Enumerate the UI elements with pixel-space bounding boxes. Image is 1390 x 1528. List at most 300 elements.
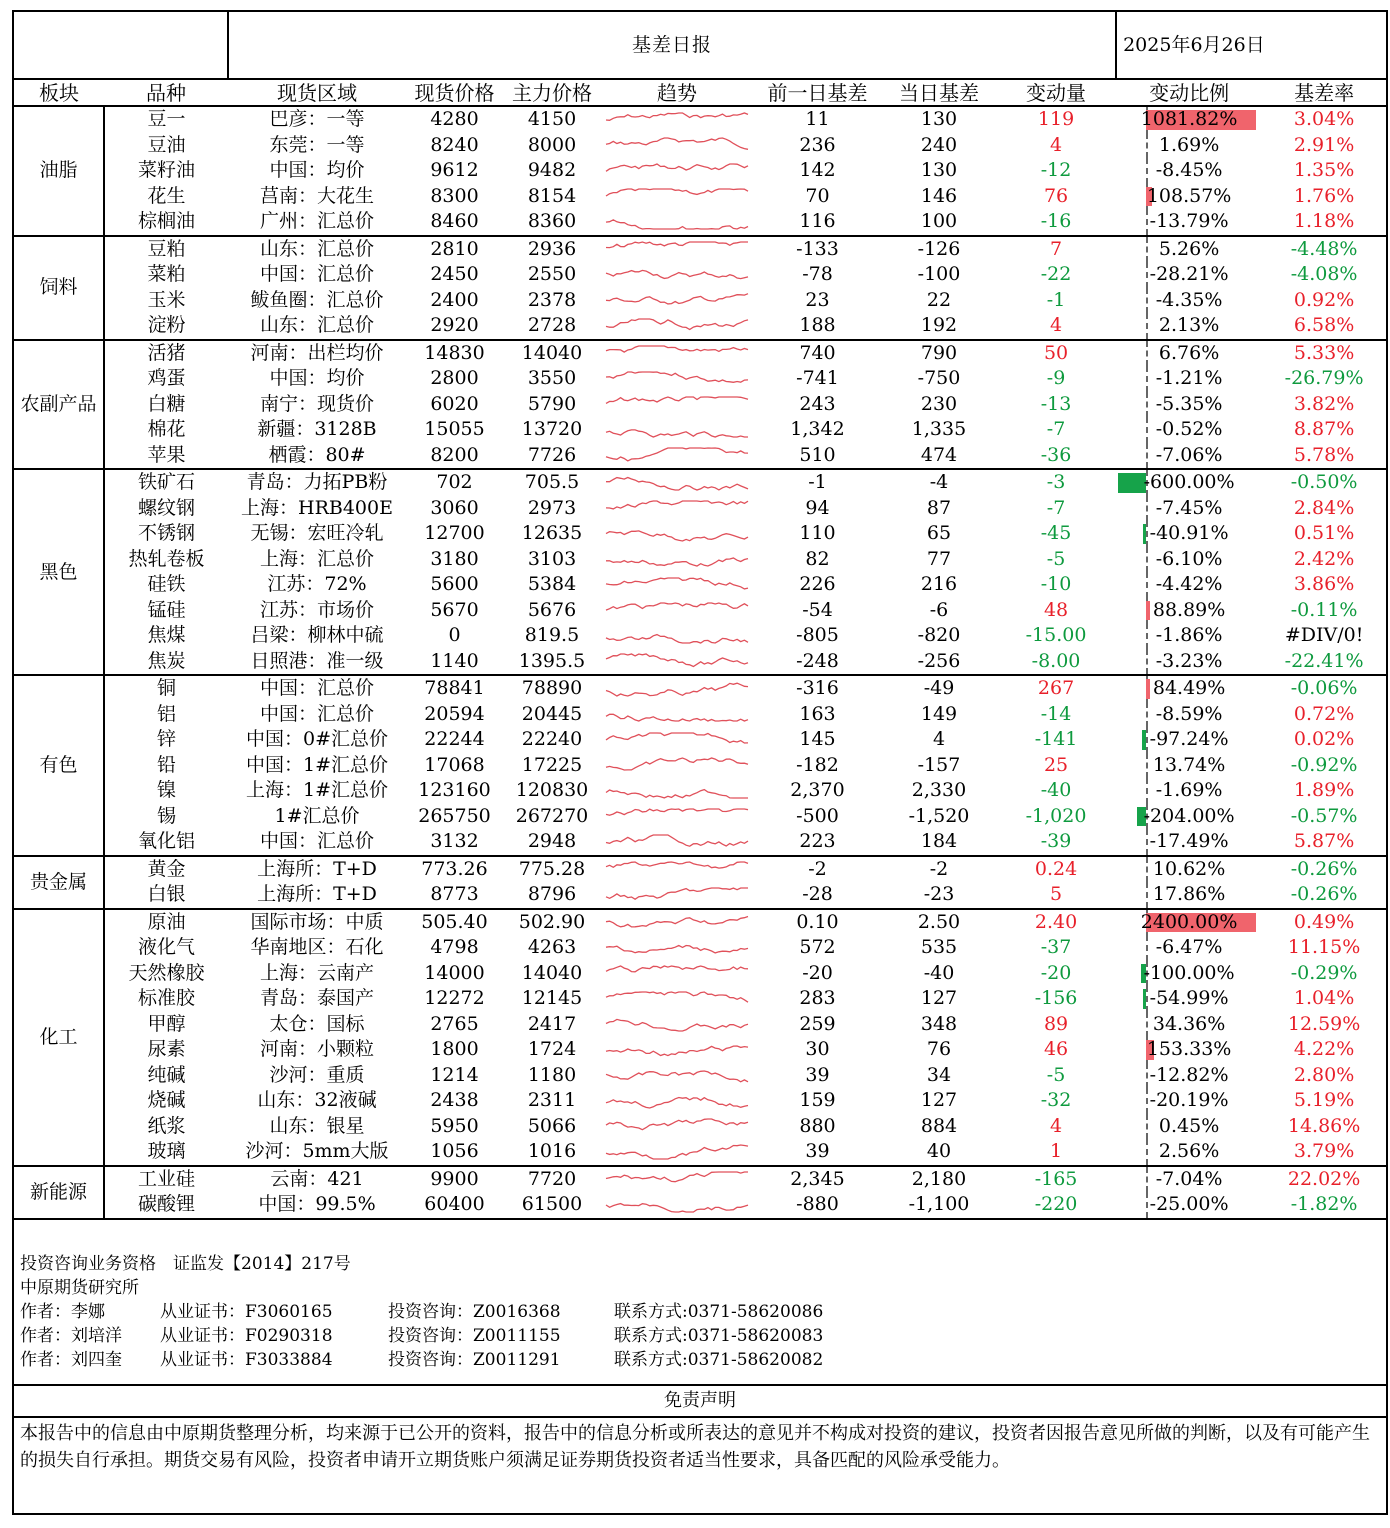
trend-sparkline — [604, 755, 750, 775]
basis-rate: 0.02% — [1293, 728, 1355, 751]
trend-sparkline — [604, 110, 750, 130]
basis-change: -5 — [1046, 1063, 1066, 1086]
sector-label: 新能源 — [14, 1166, 104, 1219]
item-name: 尿素 — [147, 1038, 186, 1061]
change-ratio-cell — [1116, 675, 1262, 702]
table-row — [14, 804, 1386, 830]
spot-price: 9900 — [430, 1167, 479, 1190]
trend-cell — [601, 133, 753, 159]
spot-region: 青岛：泰国产 — [259, 987, 374, 1010]
prev-basis: 70 — [805, 184, 830, 207]
table-row — [14, 1088, 1386, 1114]
trend-sparkline — [604, 704, 750, 724]
trend-cell — [601, 572, 753, 598]
change-ratio-cell — [1116, 443, 1262, 470]
curr-basis: 2,180 — [911, 1167, 967, 1190]
basis-rate: 1.76% — [1293, 184, 1355, 207]
basis-change: -156 — [1034, 987, 1078, 1010]
main-price: 8796 — [503, 882, 601, 909]
main-price: 8360 — [503, 209, 601, 236]
main-price: 2311 — [527, 1089, 577, 1112]
curr-basis: 127 — [920, 1089, 958, 1112]
trend-sparkline — [604, 524, 750, 544]
main-price: 2973 — [527, 496, 577, 519]
change-ratio: -54.99% — [1149, 987, 1229, 1010]
trend-cell — [601, 236, 753, 263]
spot-region: 中国：99.5% — [228, 1192, 406, 1219]
main-price: 20445 — [521, 702, 583, 725]
item-name: 烧碱 — [147, 1089, 186, 1112]
basis-rate: 5.19% — [1293, 1089, 1355, 1112]
spot-price: 8200 — [406, 443, 503, 470]
spot-price: 14000 — [424, 961, 485, 984]
table-row — [14, 572, 1386, 598]
trend-sparkline — [604, 1040, 750, 1060]
main-price: 3103 — [527, 547, 577, 570]
main-price: 8000 — [527, 133, 577, 156]
prev-basis: -316 — [796, 677, 839, 700]
trend-cell — [601, 158, 753, 184]
main-price: 819.5 — [524, 624, 580, 647]
header-trend: 趋势 — [601, 79, 753, 106]
prev-basis: 2,370 — [790, 779, 845, 802]
sector-label: 有色 — [14, 675, 104, 856]
table-row — [14, 209, 1386, 236]
spot-price: 8300 — [430, 184, 479, 207]
ratio-axis — [1146, 313, 1148, 339]
spot-price: 78841 — [424, 677, 485, 700]
author-line — [14, 1348, 1386, 1372]
change-ratio: 34.36% — [1152, 1012, 1226, 1035]
change-ratio: 6.76% — [1158, 341, 1220, 364]
ratio-axis — [1146, 702, 1148, 728]
trend-sparkline — [604, 885, 750, 905]
main-price: 22240 — [521, 728, 583, 751]
spot-region: 青岛：力拓PB粉 — [246, 471, 388, 494]
main-price: 12635 — [521, 522, 583, 545]
spot-price: 2450 — [430, 263, 479, 286]
trend-cell — [601, 856, 753, 883]
table-row — [14, 882, 1386, 909]
table-row — [14, 1037, 1386, 1063]
trend-cell — [601, 496, 753, 522]
spot-price: 1800 — [430, 1038, 479, 1061]
curr-basis: 535 — [920, 936, 958, 959]
item-name: 纯碱 — [147, 1063, 186, 1086]
ratio-axis — [1146, 237, 1148, 263]
trend-sparkline — [604, 938, 750, 958]
author-advisory: 投资咨询：Z0011291 — [388, 1350, 561, 1370]
trend-cell — [601, 340, 753, 367]
basis-change: 76 — [1043, 184, 1069, 207]
curr-basis: 348 — [920, 1012, 958, 1035]
spot-price: 8773 — [406, 882, 503, 909]
change-ratio-cell — [1116, 1114, 1262, 1140]
curr-basis: 4 — [932, 728, 946, 751]
header-change-ratio: 变动比例 — [1116, 79, 1262, 106]
main-price: 7726 — [503, 443, 601, 470]
main-price: 1724 — [527, 1038, 577, 1061]
basis-rate: 14.86% — [1287, 1114, 1361, 1137]
curr-basis: -1,520 — [908, 804, 970, 827]
spot-price: 123160 — [418, 779, 491, 802]
curr-basis: 130 — [920, 108, 958, 131]
change-ratio-cell — [1116, 804, 1262, 830]
trend-cell — [601, 547, 753, 573]
trend-cell — [601, 184, 753, 210]
basis-rate: 2.91% — [1293, 133, 1355, 156]
basis-rate: 5.87% — [1262, 829, 1386, 856]
change-ratio: -40.91% — [1149, 522, 1229, 545]
report-footer — [14, 1252, 1386, 1372]
change-ratio: 84.49% — [1152, 677, 1226, 700]
disclaimer-text: 本报告中的信息由中原期货整理分析，均来源于已公开的资料，报告中的信息分析或所表达的意见并不构成对投资的建议，投资者因报告意见所做的判断，以及有可能产生的损失自行承担。期货交易有风险，投资者申请开立期货账户须满足证券期货投资者适当性要求，具备匹配的风险承受能力。 — [20, 1423, 1370, 1471]
change-ratio-cell — [1116, 1139, 1262, 1166]
change-ratio-cell — [1116, 856, 1262, 883]
trend-sparkline — [604, 445, 750, 465]
curr-basis: 474 — [882, 443, 996, 470]
spot-region: 鲅鱼圈：汇总价 — [250, 288, 384, 311]
change-ratio: 5.26% — [1158, 237, 1220, 260]
main-price: 14040 — [521, 961, 583, 984]
table-row — [14, 1114, 1386, 1140]
table-row — [14, 469, 1386, 496]
spot-region: 上海：HRB400E — [241, 496, 393, 519]
author-cert: 从业证书：F0290318 — [160, 1326, 333, 1346]
prev-basis: 94 — [805, 496, 830, 519]
sector-label: 化工 — [14, 909, 104, 1166]
item-name: 淀粉 — [104, 313, 228, 340]
spot-region: 太仓：国标 — [269, 1012, 365, 1035]
change-ratio: -600.00% — [1143, 471, 1235, 494]
spot-price: 22244 — [424, 728, 485, 751]
spot-region: 中国：汇总价 — [259, 263, 374, 286]
table-row — [14, 778, 1386, 804]
trend-cell — [601, 1139, 753, 1166]
prev-basis: 283 — [799, 987, 836, 1010]
spot-price: 17068 — [424, 753, 485, 776]
trend-sparkline — [604, 186, 750, 206]
trend-sparkline — [604, 1014, 750, 1034]
trend-cell — [601, 366, 753, 392]
table-row — [14, 935, 1386, 961]
header-curr-basis: 当日基差 — [882, 79, 996, 106]
author-advisory: 投资咨询：Z0016368 — [388, 1302, 561, 1322]
ratio-databar — [1143, 989, 1146, 1009]
ratio-axis — [1146, 496, 1148, 522]
basis-rate: 3.86% — [1293, 573, 1355, 596]
title-blank — [14, 12, 228, 79]
item-name: 棕榈油 — [104, 209, 228, 236]
basis-report-sheet — [12, 10, 1388, 1515]
spot-region: 无锡：宏旺冷轧 — [250, 522, 384, 545]
basis-rate: -4.48% — [1290, 237, 1358, 260]
prev-basis: 510 — [753, 443, 882, 470]
ratio-axis — [1146, 443, 1148, 469]
basis-change: -165 — [1034, 1167, 1078, 1190]
change-ratio: -28.21% — [1149, 263, 1229, 286]
item-name: 苹果 — [104, 443, 228, 470]
trend-sparkline — [604, 549, 750, 569]
spot-price: 6020 — [430, 392, 479, 415]
trend-cell — [601, 313, 753, 340]
spot-price: 2400 — [430, 288, 479, 311]
trend-cell — [601, 1037, 753, 1063]
trend-sparkline — [604, 781, 750, 801]
table-row — [14, 313, 1386, 340]
curr-basis: 34 — [926, 1063, 952, 1086]
disclaimer-title: 免责声明 — [14, 1384, 1386, 1418]
curr-basis: -750 — [917, 367, 961, 390]
curr-basis: -1,100 — [882, 1192, 996, 1219]
trend-sparkline — [604, 1116, 750, 1136]
basis-change: 50 — [1043, 341, 1069, 364]
trend-cell — [601, 1012, 753, 1038]
item-name: 螺纹钢 — [137, 496, 195, 519]
main-price: 2550 — [527, 263, 577, 286]
item-name: 液化气 — [137, 936, 195, 959]
item-name: 活猪 — [147, 341, 186, 364]
spot-price: 773.26 — [421, 857, 488, 880]
basis-change: -22 — [1040, 263, 1072, 286]
author-author: 作者：刘培洋 — [20, 1326, 122, 1346]
spot-region: 东莞：一等 — [269, 133, 365, 156]
basis-rate: -22.41% — [1262, 649, 1386, 676]
basis-change: 4 — [1050, 1114, 1063, 1137]
ratio-axis — [1146, 1063, 1148, 1089]
spot-price: 9612 — [430, 159, 479, 182]
header-prev-basis: 前一日基差 — [753, 79, 882, 106]
spot-price: 265750 — [418, 804, 491, 827]
trend-sparkline — [604, 135, 750, 155]
sector-label: 农副产品 — [14, 340, 104, 470]
spot-price: 1056 — [406, 1139, 503, 1166]
curr-basis: -49 — [923, 677, 955, 700]
change-ratio-cell — [1116, 649, 1262, 676]
prev-basis: 572 — [799, 936, 836, 959]
basis-change: 2.40 — [1034, 910, 1078, 933]
header-region: 现货区域 — [228, 79, 406, 106]
table-row — [14, 417, 1386, 443]
table-row — [14, 262, 1386, 288]
trend-cell — [601, 727, 753, 753]
item-name: 天然橡胶 — [128, 961, 205, 984]
prev-basis: 116 — [753, 209, 882, 236]
table-row — [14, 1139, 1386, 1166]
table-row — [14, 961, 1386, 987]
change-ratio-cell — [1116, 1166, 1262, 1193]
prev-basis: 23 — [805, 288, 830, 311]
item-name: 标准胶 — [137, 987, 195, 1010]
item-name: 甲醇 — [147, 1012, 186, 1035]
basis-rate: -0.06% — [1290, 677, 1358, 700]
prev-basis: -500 — [796, 804, 839, 827]
basis-change: -1 — [1046, 288, 1066, 311]
item-name: 豆油 — [147, 133, 186, 156]
change-ratio: -17.49% — [1149, 830, 1229, 853]
change-ratio: -1.86% — [1155, 624, 1223, 647]
spot-region: 山东：汇总价 — [259, 237, 374, 260]
trend-cell — [601, 469, 753, 496]
basis-change: -20 — [1040, 961, 1072, 984]
main-price: 502.90 — [518, 910, 586, 933]
trend-cell — [601, 209, 753, 236]
spot-region: 上海：汇总价 — [259, 547, 374, 570]
change-ratio: -6.47% — [1155, 936, 1223, 959]
basis-change: -1,020 — [1025, 804, 1087, 827]
basis-change: -10 — [1040, 573, 1072, 596]
author-advisory: 投资咨询：Z0011155 — [388, 1326, 561, 1346]
item-name: 硅铁 — [147, 573, 186, 596]
change-ratio-cell — [1116, 753, 1262, 779]
change-ratio: -97.24% — [1149, 728, 1229, 751]
spot-region: 中国：汇总价 — [259, 677, 374, 700]
curr-basis: 77 — [926, 547, 952, 570]
basis-change: 267 — [1037, 677, 1075, 700]
item-name: 棉花 — [147, 418, 186, 441]
basis-rate: 0.49% — [1293, 910, 1355, 933]
author-contact: 联系方式:0371-58620086 — [614, 1302, 824, 1322]
basis-change: -12 — [1040, 159, 1072, 182]
basis-change: -220 — [996, 1192, 1116, 1219]
trend-cell — [601, 1192, 753, 1219]
curr-basis: 184 — [882, 829, 996, 856]
change-ratio: -6.10% — [1155, 547, 1223, 570]
prev-basis: -2 — [808, 857, 827, 880]
basis-change: -32 — [1040, 1089, 1072, 1112]
curr-basis: -157 — [917, 753, 961, 776]
main-price: 17225 — [521, 753, 583, 776]
ratio-axis — [1146, 417, 1148, 443]
ratio-axis — [1146, 1139, 1148, 1165]
item-name: 菜粕 — [147, 263, 186, 286]
change-ratio: 108.57% — [1146, 184, 1232, 207]
change-ratio-cell — [1116, 1192, 1262, 1219]
change-ratio-cell — [1116, 340, 1262, 367]
spot-region: 沙河：5mm大版 — [228, 1139, 406, 1166]
basis-change: 48 — [1043, 598, 1069, 621]
spot-region: 上海：云南产 — [259, 961, 374, 984]
basis-rate: #DIV/0! — [1284, 624, 1364, 647]
ratio-axis — [1146, 935, 1148, 961]
prev-basis: -28 — [753, 882, 882, 909]
basis-change: -7 — [1046, 418, 1066, 441]
header-change: 变动量 — [996, 79, 1116, 106]
change-ratio-cell — [1116, 521, 1262, 547]
table-row — [14, 1012, 1386, 1038]
main-price: 2936 — [527, 237, 577, 260]
sector-label: 饲料 — [14, 236, 104, 340]
item-name: 玉米 — [147, 288, 186, 311]
trend-cell — [601, 1088, 753, 1114]
ratio-axis — [1146, 158, 1148, 184]
basis-rate: -1.82% — [1262, 1192, 1386, 1219]
curr-basis: 76 — [926, 1038, 952, 1061]
change-ratio-cell — [1116, 106, 1262, 133]
basis-rate: 1.04% — [1293, 987, 1355, 1010]
spot-region: 华南地区：石化 — [250, 936, 384, 959]
item-name: 玻璃 — [104, 1139, 228, 1166]
trend-cell — [601, 804, 753, 830]
trend-sparkline — [604, 575, 750, 595]
curr-basis: -4 — [929, 471, 949, 494]
trend-sparkline — [604, 473, 750, 493]
change-ratio: -8.45% — [1155, 159, 1223, 182]
change-ratio: 2400.00% — [1140, 910, 1238, 933]
ratio-axis — [1146, 1012, 1148, 1038]
qualification-line: 投资咨询业务资格 证监发【2014】217号 — [20, 1254, 351, 1274]
trend-sparkline — [604, 290, 750, 310]
ratio-axis — [1146, 727, 1148, 753]
trend-sparkline — [604, 265, 750, 285]
spot-region: 莒南：大花生 — [259, 184, 374, 207]
main-price: 5676 — [527, 598, 577, 621]
main-price: 5790 — [527, 392, 577, 415]
basis-change: -7 — [1046, 496, 1066, 519]
main-price: 78890 — [521, 677, 583, 700]
basis-change: 25 — [1043, 753, 1069, 776]
basis-rate: 1.18% — [1262, 209, 1386, 236]
change-ratio-cell — [1116, 1012, 1262, 1038]
change-ratio: -100.00% — [1143, 961, 1235, 984]
author-contact: 联系方式:0371-58620083 — [614, 1326, 824, 1346]
prev-basis: 226 — [799, 573, 836, 596]
item-name: 铝 — [156, 702, 176, 725]
item-name: 锡 — [156, 804, 176, 827]
basis-rate: -0.11% — [1290, 598, 1358, 621]
item-name: 白银 — [104, 882, 228, 909]
spot-region: 云南：421 — [270, 1167, 364, 1190]
author-author: 作者：李娜 — [20, 1302, 105, 1322]
main-price: 5384 — [527, 573, 577, 596]
institute-line: 中原期货研究所 — [20, 1278, 139, 1298]
spot-price: 15055 — [424, 418, 485, 441]
spot-region: 中国：汇总价 — [259, 702, 374, 725]
spot-region: 山东：32液碱 — [257, 1089, 377, 1112]
table-row — [14, 1192, 1386, 1219]
author-cert: 从业证书：F3060165 — [160, 1302, 333, 1322]
basis-rate: 11.15% — [1287, 936, 1361, 959]
trend-sparkline — [604, 1065, 750, 1085]
basis-rate: 8.87% — [1293, 418, 1355, 441]
basis-rate: 1.35% — [1293, 159, 1355, 182]
spot-price: 2438 — [430, 1089, 479, 1112]
change-ratio-cell — [1116, 961, 1262, 987]
basis-change: -16 — [996, 209, 1116, 236]
prev-basis: 145 — [799, 728, 836, 751]
trend-sparkline — [604, 832, 750, 852]
curr-basis: -820 — [917, 624, 961, 647]
basis-rate: 6.58% — [1262, 313, 1386, 340]
main-price: 12145 — [521, 987, 583, 1010]
change-ratio: 17.86% — [1152, 883, 1226, 906]
curr-basis: -100 — [917, 263, 961, 286]
ratio-axis — [1146, 288, 1148, 314]
change-ratio-cell — [1116, 829, 1262, 856]
change-ratio: 10.62% — [1152, 857, 1226, 880]
table-row — [14, 133, 1386, 159]
table-row — [14, 702, 1386, 728]
main-price: 61500 — [503, 1192, 601, 1219]
ratio-axis — [1146, 133, 1148, 159]
basis-rate: 5.33% — [1293, 341, 1355, 364]
ratio-axis — [1146, 857, 1148, 883]
author-line — [14, 1300, 1386, 1324]
main-price: 5066 — [527, 1114, 577, 1137]
trend-sparkline — [604, 679, 750, 699]
ratio-axis — [1146, 778, 1148, 804]
main-price: 4150 — [527, 108, 577, 131]
